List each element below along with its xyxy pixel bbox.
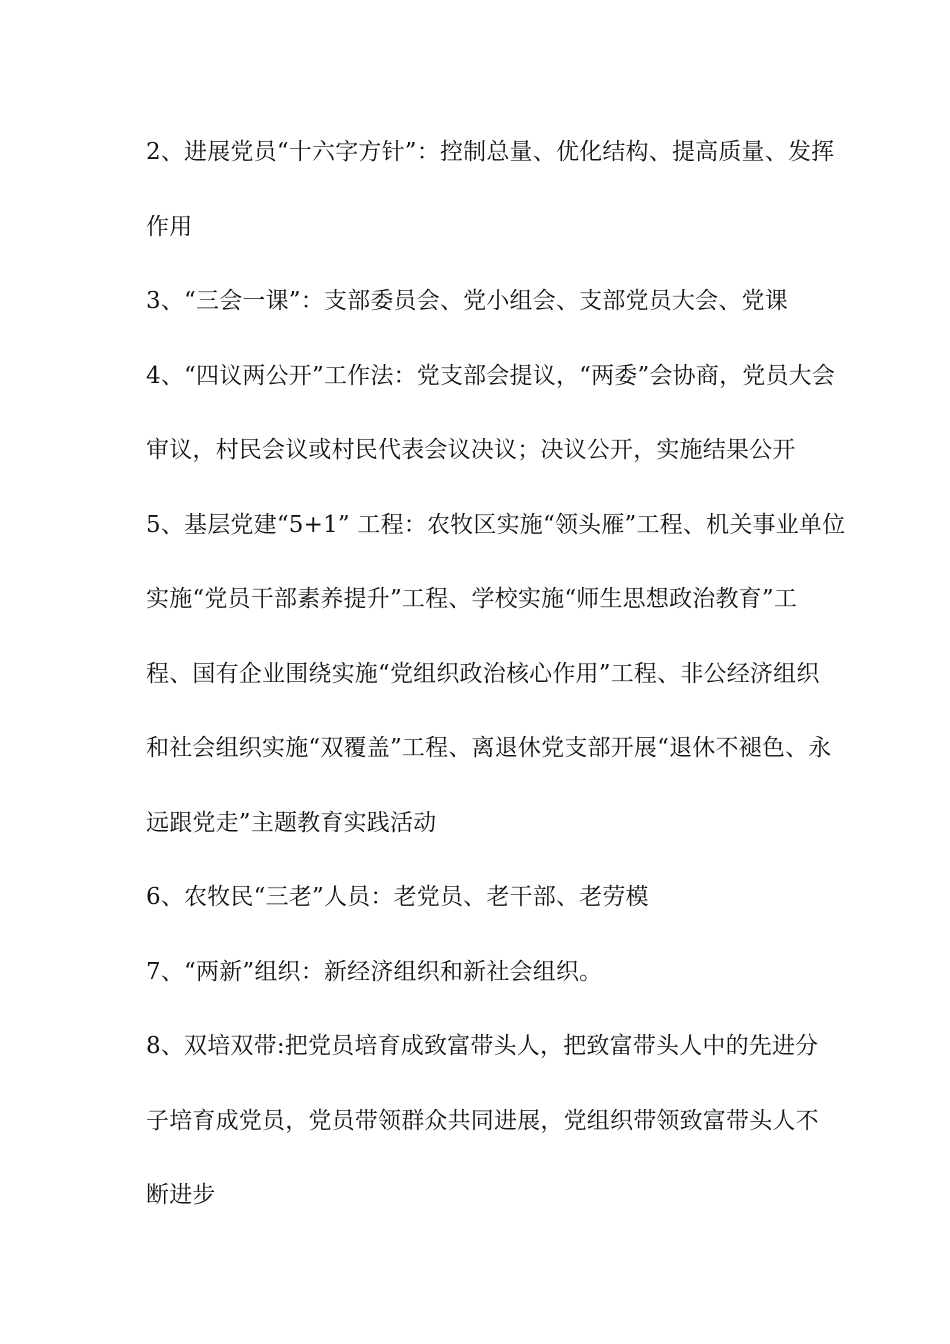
text-line: 4、“四议两公开”工作法：党支部会提议，“两委”会协商，党员大会: [146, 362, 836, 389]
text-line: 程、国有企业围绕实施“党组织政治核心作用”工程、非公经济组织: [146, 660, 820, 687]
text-line: 审议，村民会议或村民代表会议决议；决议公开，实施结果公开: [146, 437, 796, 463]
text-line: 断进步: [146, 1182, 216, 1208]
text-line: 子培育成党员，党员带领群众共同进展，党组织带领致富带头人不: [146, 1107, 819, 1134]
text-line: 5、基层党建“5+1” 工程：农牧区实施“领头雁”工程、机关事业单位: [146, 511, 846, 538]
text-line: 3、“三会一课”：支部委员会、党小组会、支部党员大会、党课: [146, 288, 788, 314]
text-line: 远跟党走”主题教育实践活动: [146, 809, 437, 836]
text-line: 和社会组织实施“双覆盖”工程、离退休党支部开展“退休不褪色、永: [146, 735, 832, 761]
text-line: 2、进展党员“十六字方针”：控制总量、优化结构、提高质量、发挥: [146, 139, 835, 165]
text-line: 6、农牧民“三老”人员：老党员、老干部、老劳模: [146, 884, 649, 910]
text-line: 8、双培双带:把党员培育成致富带头人，把致富带头人中的先进分: [146, 1033, 819, 1059]
text-line: 作用: [146, 213, 193, 240]
text-line: 实施“党员干部素养提升”工程、学校实施“师生思想政治教育”工: [146, 586, 798, 612]
text-line: 7、“两新”组织：新经济组织和新社会组织。: [146, 958, 603, 985]
document-body: [146, 128, 846, 1246]
